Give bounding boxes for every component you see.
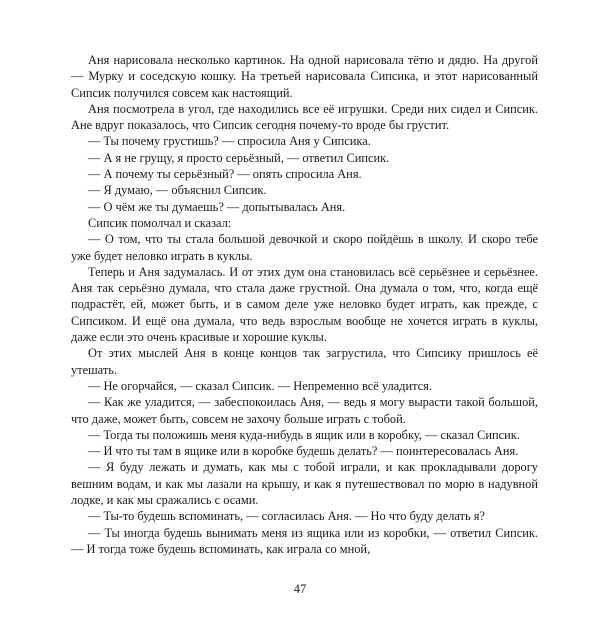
paragraph: — О чём же ты думаешь? — допытывалась Аня. xyxy=(88,199,346,214)
paragraph: — Я буду лежать и думать, как мы с тобой играли, и как прокладывали дорогу вешним водам, и как мы лазали на крышу, и как я путешествовал по морю в надувной лодке, и как мы сражались с осами. xyxy=(71,460,538,508)
paragraph: — Тогда ты положишь меня куда-нибудь в ящик или в коробку, — сказал Сипсик. xyxy=(88,427,520,442)
paragraph: Теперь и Аня задумалась. И от этих дум она становилась всё серьёзнее и серьёзнее. Аня так серьёзно думала, что стала даже грустной. Она думала о том, что, когда ещё подрастёт, ей, может быть, и в самом деле уже неловко будет играть, как прежде, с Сипсиком. И ещё она думала, что ведь взрослым вообще не хочется играть в куклы, даже если это очень красивые и хорошие куклы. xyxy=(71,264,538,345)
paragraph: Аня посмотрела в угол, где находились все её игрушки. Среди них сидел и Сипсик. Ане вдруг показалось, что Сипсик сегодня почему-то вроде бы грустит. xyxy=(71,101,538,133)
paragraph: — Ты почему грустишь? — спросила Аня у Сипсика. xyxy=(88,134,371,149)
paragraph: Сипсик помолчал и сказал: xyxy=(88,215,232,230)
paragraph: Аня нарисовала несколько картинок. На одной нарисовала тётю и дядю. На другой — Мурку и соседскую кошку. На третьей нарисовала Сипсика, и этот нарисованный Сипсик получился совсем как настоящий. xyxy=(71,53,538,100)
paragraph: — Не огорчайся, — сказал Сипсик. — Непременно всё уладится. xyxy=(88,378,432,393)
paragraph: — И что ты там в ящике или в коробке будешь делать? — поинтересовалась Аня. xyxy=(88,444,519,459)
paragraph: — Ты иногда будешь вынимать меня из ящика или из коробки, — ответил Сипсик. — И тогда тоже будешь вспоминать, как играла со мной, xyxy=(71,525,538,556)
page-text xyxy=(71,52,538,557)
paragraph: — А я не грущу, я просто серьёзный, — ответил Сипсик. xyxy=(88,150,390,165)
paragraph: — А почему ты серьёзный? — опять спросила Аня. xyxy=(88,167,362,182)
paragraph: От этих мыслей Аня в конце концов так загрустила, что Сипсику пришлось её утешать. xyxy=(71,346,538,377)
paragraph: — Я думаю, — объяснил Сипсик. xyxy=(88,183,267,198)
paragraph: — Как же уладится, — забеспокоилась Аня, — ведь я могу вырасти такой большой, что даже, может быть, совсем не захочу больше играть с тобой. xyxy=(71,395,538,426)
paragraph: — О том, что ты стала большой девочкой и скоро пойдёшь в школу. И скоро тебе уже будет неловко играть в куклы. xyxy=(71,232,538,263)
page-number: 47 xyxy=(293,582,307,596)
paragraph: — Ты-то будешь вспоминать, — согласилась Аня. — Но что буду делать я? xyxy=(88,509,485,524)
